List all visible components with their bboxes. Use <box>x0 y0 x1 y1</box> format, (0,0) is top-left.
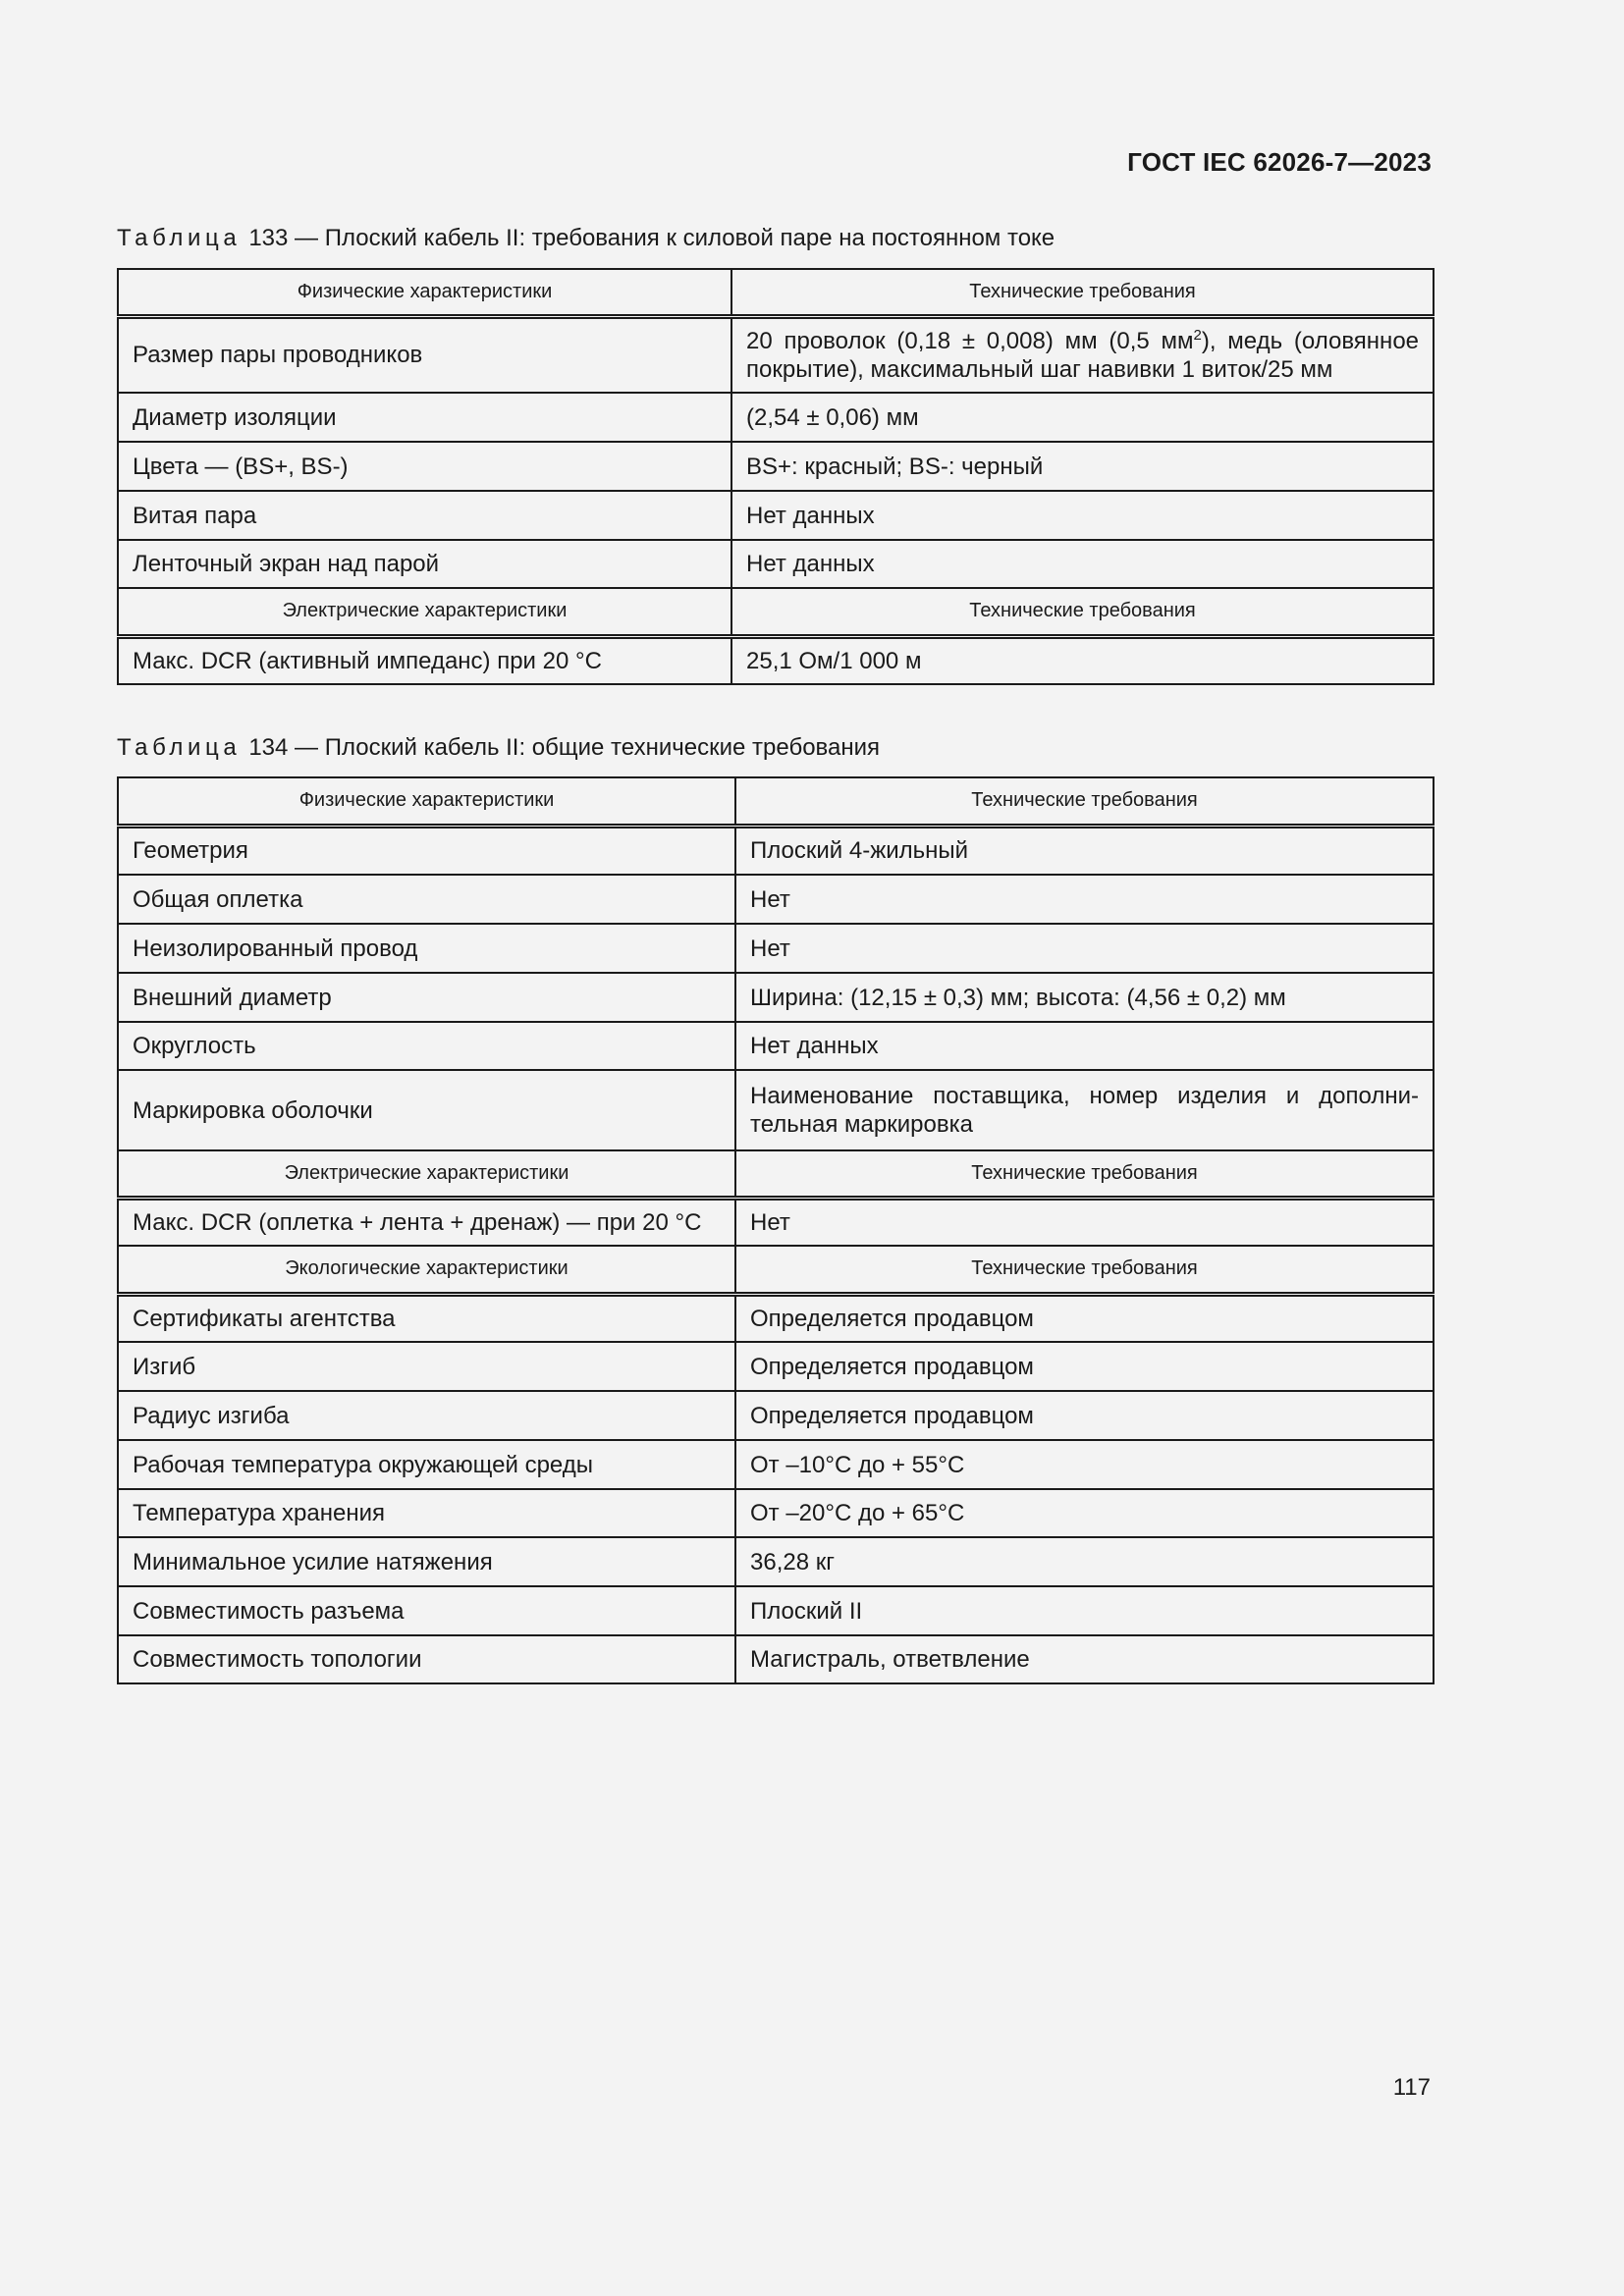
table-cell: Радиус изгиба <box>118 1391 735 1440</box>
header-cell: Технические требования <box>735 777 1434 826</box>
table-cell: (2,54 ± 0,06) мм <box>731 393 1434 442</box>
cell-text: 20 проволок (0,18 ± 0,008) мм (0,5 мм <box>746 327 1194 354</box>
table-cell: Нет данных <box>735 1022 1434 1070</box>
table-cell: Внешний диаметр <box>118 973 735 1022</box>
superscript: 2 <box>1193 326 1202 344</box>
table-cell: Округлость <box>118 1022 735 1070</box>
cell-text: ), медь (оловянное покрытие), максимальный шаг навивки 1 виток/25 мм <box>746 327 1420 383</box>
table-134-caption-word: Таблица <box>117 734 242 761</box>
table-cell: Макс. DCR (активный импеданс) при 20 °C <box>118 636 731 684</box>
table-row <box>118 316 1434 393</box>
table-133-caption-title: 133 — Плоский кабель II: требования к силовой паре на постоянном токе <box>248 225 1056 251</box>
table-134-electrical-header <box>118 1150 1434 1198</box>
table-row <box>118 1342 1434 1391</box>
table-cell: Нет <box>735 875 1434 924</box>
table-cell: Нет данных <box>731 540 1434 588</box>
table-134-physical-header <box>118 777 1434 826</box>
table-cell: Наименование поставщика, номер изделия и дополни-тельная маркировка <box>735 1070 1434 1150</box>
table-row <box>118 1537 1434 1586</box>
header-cell: Технические требования <box>731 588 1434 636</box>
table-row <box>118 1586 1434 1635</box>
table-cell: Общая оплетка <box>118 875 735 924</box>
table-133-caption <box>117 225 1055 252</box>
table-row <box>118 1635 1434 1683</box>
header-cell: Электрические характеристики <box>118 588 731 636</box>
table-cell: От –20°C до + 65°C <box>735 1489 1434 1537</box>
table-cell: Нет <box>735 924 1434 973</box>
table-row <box>118 1070 1434 1150</box>
table-cell: Совместимость разъема <box>118 1586 735 1635</box>
table-row <box>118 1022 1434 1070</box>
table-row <box>118 973 1434 1022</box>
table-cell: Макс. DCR (оплетка + лента + дренаж) — при 20 °C <box>118 1198 735 1246</box>
table-row <box>118 826 1434 875</box>
table-133-caption-word: Таблица <box>117 225 242 251</box>
table-cell <box>731 316 1434 393</box>
table-134-caption-title: 134 — Плоский кабель II: общие технические требования <box>248 734 881 761</box>
table-row <box>118 442 1434 491</box>
table-row <box>118 1391 1434 1440</box>
table-cell: Изгиб <box>118 1342 735 1391</box>
table-cell: 25,1 Ом/1 000 м <box>731 636 1434 684</box>
table-cell: Нет <box>735 1198 1434 1246</box>
table-cell: Геометрия <box>118 826 735 875</box>
document-standard-id: ГОСТ IEC 62026-7—2023 <box>1127 147 1432 177</box>
table-133-physical-header <box>118 269 1434 316</box>
table-cell: Сертификаты агентства <box>118 1294 735 1342</box>
table-134-environmental-header <box>118 1246 1434 1294</box>
table-row <box>118 924 1434 973</box>
header-cell: Физические характеристики <box>118 269 731 316</box>
table-cell: Плоский II <box>735 1586 1434 1635</box>
table-row <box>118 1489 1434 1537</box>
table-row <box>118 491 1434 540</box>
table-134-caption <box>117 734 880 762</box>
table-133-electrical-header <box>118 588 1434 636</box>
table-cell: Рабочая температура окружающей среды <box>118 1440 735 1489</box>
header-cell: Технические требования <box>731 269 1434 316</box>
table-cell: Ширина: (12,15 ± 0,3) мм; высота: (4,56 ± 0,2) мм <box>735 973 1434 1022</box>
table-cell: Определяется продавцом <box>735 1391 1434 1440</box>
table-133 <box>117 268 1435 685</box>
table-cell: Магистраль, ответвление <box>735 1635 1434 1683</box>
table-row <box>118 540 1434 588</box>
table-cell: BS+: красный; BS-: черный <box>731 442 1434 491</box>
table-cell: Определяется продавцом <box>735 1342 1434 1391</box>
header-cell: Технические требования <box>735 1246 1434 1294</box>
header-cell: Экологические характеристики <box>118 1246 735 1294</box>
table-cell: Диаметр изоляции <box>118 393 731 442</box>
table-cell: Неизолированный провод <box>118 924 735 973</box>
header-cell: Физические характеристики <box>118 777 735 826</box>
table-row <box>118 636 1434 684</box>
table-cell: Цвета — (BS+, BS-) <box>118 442 731 491</box>
table-cell: Минимальное усилие натяжения <box>118 1537 735 1586</box>
table-cell: Совместимость топологии <box>118 1635 735 1683</box>
table-row <box>118 393 1434 442</box>
table-cell: От –10°C до + 55°C <box>735 1440 1434 1489</box>
table-cell: Определяется продавцом <box>735 1294 1434 1342</box>
table-cell: Температура хранения <box>118 1489 735 1537</box>
table-cell: Витая пара <box>118 491 731 540</box>
table-cell: Нет данных <box>731 491 1434 540</box>
page-number: 117 <box>1392 2074 1431 2101</box>
table-row <box>118 1440 1434 1489</box>
table-cell: Размер пары проводников <box>118 316 731 393</box>
header-cell: Электрические характеристики <box>118 1150 735 1198</box>
table-134 <box>117 776 1435 1684</box>
table-row <box>118 875 1434 924</box>
table-cell: Плоский 4-жильный <box>735 826 1434 875</box>
header-cell: Технические требования <box>735 1150 1434 1198</box>
table-row <box>118 1198 1434 1246</box>
table-cell: 36,28 кг <box>735 1537 1434 1586</box>
table-cell: Ленточный экран над парой <box>118 540 731 588</box>
table-cell: Маркировка оболочки <box>118 1070 735 1150</box>
table-row <box>118 1294 1434 1342</box>
